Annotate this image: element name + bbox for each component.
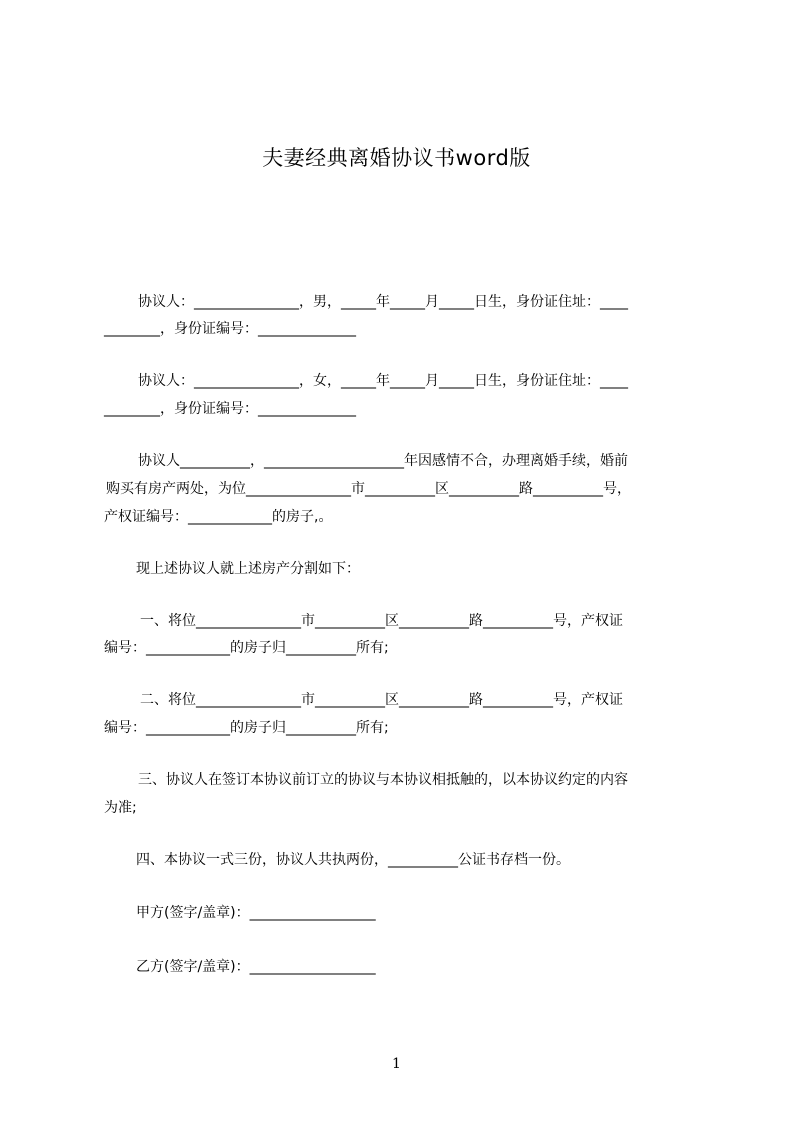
signature-line: 乙方(签字/盖章)：__________________ (136, 959, 376, 975)
paragraph-line: 一、将位_______________市__________区__________路__________号，产权证 (140, 613, 623, 629)
paragraph-line: 编号：____________的房子归__________所有; (104, 720, 389, 736)
paragraph-line: 产权证编号：____________的房子,。 (104, 509, 333, 525)
paragraph-line: ________，身份证编号：______________ (104, 321, 356, 337)
paragraph-line: 三、协议人在签订本协议前订立的协议与本协议相抵触的，以本协议约定的内容 (138, 772, 628, 788)
paragraph-line: ________，身份证编号：______________ (104, 401, 356, 417)
paragraph-line: 协议人__________，____________________年因感情不合，办理离婚手续，婚前 (138, 453, 628, 469)
paragraph-line: 协议人：_______________，女，_____年_____月_____日生，身份证住址：____ (138, 373, 628, 389)
paragraph-line: 为准; (104, 800, 137, 816)
paragraph-line: 编号：____________的房子归__________所有; (104, 640, 389, 656)
paragraph-line: 四、本协议一式三份，协议人共执两份，__________公证书存档一份。 (136, 852, 570, 868)
paragraph-line: 协议人：_______________，男，_____年_____月_____日生，身份证住址：____ (138, 294, 628, 310)
paragraph-line: 二、将位_______________市__________区__________路__________号，产权证 (140, 692, 623, 708)
paragraph-line: 现上述协议人就上述房产分割如下： (136, 561, 360, 577)
document-title: 夫妻经典离婚协议书word版 (262, 146, 531, 170)
page-number: 1 (392, 1056, 401, 1072)
signature-line: 甲方(签字/盖章)：__________________ (136, 905, 376, 921)
paragraph-line: 购买有房产两处，为位_______________市__________区__________路__________号， (106, 481, 631, 497)
